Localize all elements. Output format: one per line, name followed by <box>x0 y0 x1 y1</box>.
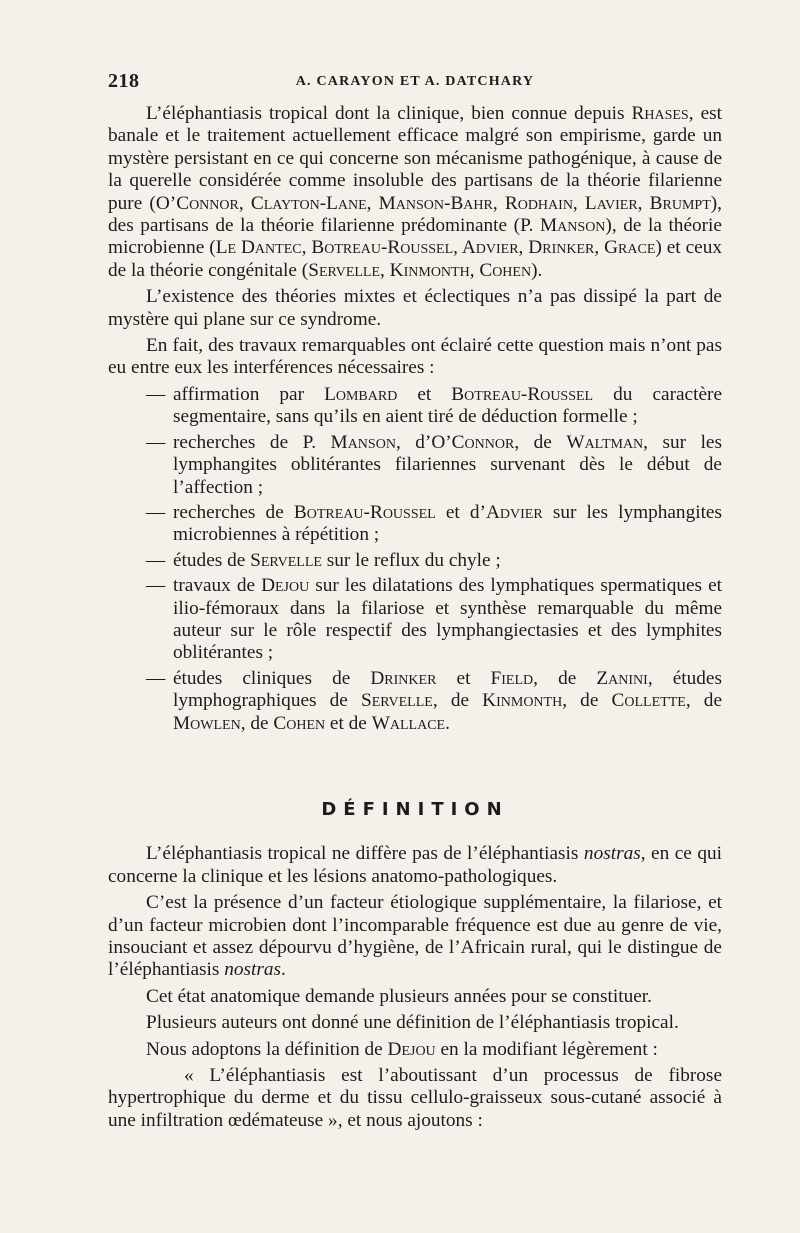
list-item: — études cliniques de Drinker et Field, de Zanini, études lymphographiques de Servelle, de Kinmonth, de Collette, de Mowlen, de Cohen et de Wallace. <box>146 667 722 734</box>
paragraph-definition-5: Nous adoptons la définition de Dejou en la modifiant légèrement : <box>146 1038 658 1060</box>
running-title: A. CARAYON ET A. DATCHARY <box>295 74 535 89</box>
section-heading-definition: DÉFINITION <box>321 798 509 820</box>
list-item: — recherches de P. Manson, d’O’Connor, de Waltman, sur les lymphangites oblitérantes filariennes survenant dès le début de l’affection ; <box>146 431 722 498</box>
page-number: 218 <box>108 70 140 92</box>
list-item: — travaux de Dejou sur les dilatations des lymphatiques spermatiques et ilio-fémoraux dans la filariose et synthèse remarquable du même auteur sur le rôle respectif des lymphangiectasies et des lymphites oblitérantes ; <box>146 575 722 664</box>
works-list <box>108 384 722 735</box>
page-body <box>108 103 722 1136</box>
paragraph-intro: L’éléphantiasis tropical dont la clinique, bien connue depuis Rhases, est banale et le traitement actuellement efficace malgré son empirisme, garde un mystère persistant en ce qui concerne son mécanisme pathogénique, à cause de la querelle considérée comme insoluble des partisans de la théorie filarienne pure (O’Connor, Clayton-Lane, Manson-Bahr, Rodhain, Lavier, Brumpt), des partisans de la théorie filarienne prédominante (P. Manson), de la théorie microbienne (Le Dantec, Botreau-Roussel, Advier, Drinker, Grace) et ceux de la théorie congénitale (Servelle, Kinmonth, Cohen). <box>108 103 722 281</box>
page-header <box>108 70 722 98</box>
paragraph-definition-3: Cet état anatomique demande plusieurs années pour se constituer. <box>146 985 652 1007</box>
paragraph-mixed-theories: L’existence des théories mixtes et éclectiques n’a pas dissipé la part de mystère qui plane sur ce syndrome. <box>108 286 722 330</box>
paragraph-remarkable-works: En fait, des travaux remarquables ont éclairé cette question mais n’ont pas eu entre eux les interférences nécessaires : <box>108 335 722 379</box>
quoted-definition: « L’éléphantiasis est l’aboutissant d’un processus de fibrose hypertrophique du derme et du tissu cellulo-graisseux sous-cutané associé à une infiltration œdémateuse », et nous ajoutons : <box>108 1065 722 1131</box>
list-item: — études de Servelle sur le reflux du chyle ; <box>146 549 501 571</box>
paragraph-definition-4: Plusieurs auteurs ont donné une définition de l’éléphantiasis tropical. <box>146 1012 679 1034</box>
paragraph-definition-1: L’éléphantiasis tropical ne diffère pas de l’éléphantiasis nostras, en ce qui concerne la clinique et les lésions anatomo-pathologiques. <box>108 843 723 887</box>
paragraph-definition-2: C’est la présence d’un facteur étiologique supplémentaire, la filariose, et d’un facteur microbien dont l’incomparable fréquence est due au genre de vie, insouciant et assez dépourvu d’hygiène, de l’Africain rural, qui le distingue de l’éléphantiasis nostras. <box>108 892 722 981</box>
list-item: — affirmation par Lombard et Botreau-Roussel du caractère segmentaire, sans qu’ils en aient tiré de déduction formelle ; <box>146 383 723 428</box>
list-item: — recherches de Botreau-Roussel et d’Advier sur les lymphangites microbiennes à répétition ; <box>146 501 722 546</box>
